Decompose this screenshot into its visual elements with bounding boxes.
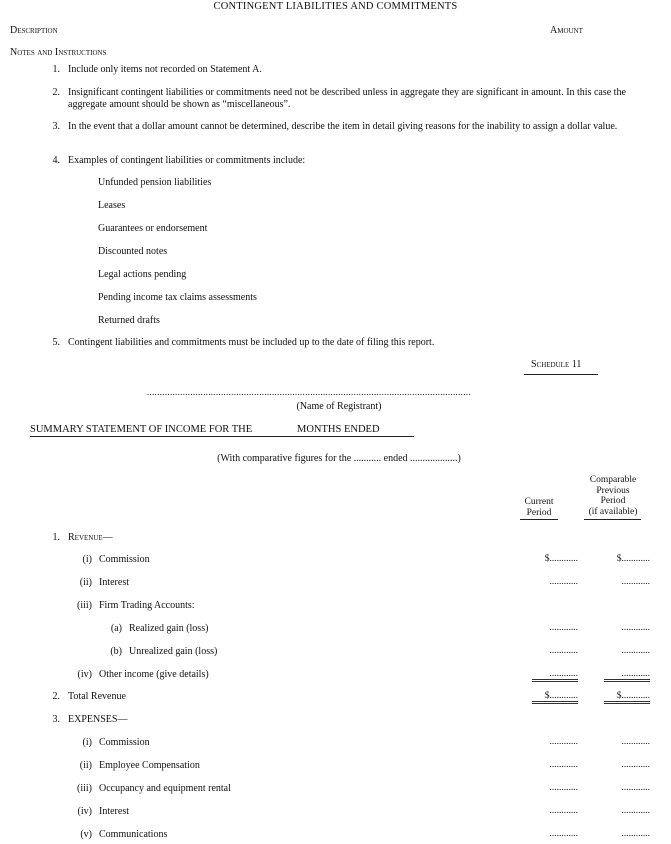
- note-text: Examples of contingent liabilities or commitments include:: [68, 155, 306, 166]
- row-roman-numeral: (iii): [77, 600, 92, 611]
- current-period-amount: $............: [532, 691, 578, 704]
- note-number: 4.: [52, 155, 60, 166]
- schedule-underline: [524, 374, 598, 375]
- column-header-current: Current Period: [524, 497, 554, 518]
- row-roman-numeral: (ii): [79, 760, 92, 771]
- row-label: Interest: [99, 577, 129, 588]
- previous-period-amount: $............: [616, 554, 650, 564]
- row-number: 2.: [52, 691, 60, 702]
- note-number: 2.: [52, 87, 60, 98]
- current-period-amount: ............: [549, 623, 578, 633]
- example-item: Pending income tax claims assessments: [98, 292, 257, 303]
- registrant-caption: (Name of Registrant): [296, 401, 382, 412]
- row-roman-numeral: (ii): [79, 577, 92, 588]
- schedule-label: Schedule 11: [531, 359, 582, 370]
- row-sub-letter: (a): [110, 623, 122, 634]
- row-label: Commission: [99, 554, 150, 565]
- current-period-amount: ............: [549, 806, 578, 816]
- row-roman-numeral: (iv): [77, 806, 92, 817]
- current-period-amount: ............: [532, 669, 578, 682]
- previous-period-amount: $............: [604, 691, 650, 704]
- row-label: Other income (give details): [99, 669, 209, 680]
- row-sub-letter: (b): [110, 646, 122, 657]
- previous-period-amount: ............: [621, 646, 650, 656]
- row-label: Employee Compensation: [99, 760, 200, 771]
- column-header-description: Description: [10, 25, 58, 36]
- row-label: Interest: [99, 806, 129, 817]
- row-roman-numeral: (iii): [77, 783, 92, 794]
- row-label: Firm Trading Accounts:: [99, 600, 195, 611]
- column-header-amount: Amount: [550, 25, 583, 36]
- example-item: Unfunded pension liabilities: [98, 177, 212, 188]
- current-period-amount: $............: [544, 554, 578, 564]
- current-period-amount: ............: [549, 577, 578, 587]
- note-number: 1.: [52, 64, 60, 75]
- note-text: Insignificant contingent liabilities or commitments need not be described unless in aggregate they are significant in amount. In this case the aggregate amount should be shown as “miscellaneous”.: [68, 87, 626, 110]
- example-item: Discounted notes: [98, 246, 168, 257]
- summary-title-end: MONTHS ENDED: [297, 424, 380, 435]
- note-text: Include only items not recorded on Statement A.: [68, 64, 262, 75]
- row-roman-numeral: (i): [82, 737, 92, 748]
- previous-period-amount: ............: [604, 669, 650, 682]
- current-period-amount: ............: [549, 646, 578, 656]
- summary-title: SUMMARY STATEMENT OF INCOME FOR THE: [30, 424, 253, 435]
- previous-period-amount: ............: [621, 737, 650, 747]
- previous-period-amount: ............: [621, 577, 650, 587]
- current-period-amount: ............: [549, 760, 578, 770]
- example-item: Leases: [98, 200, 126, 211]
- current-period-amount: ............: [549, 829, 578, 839]
- note-number: 5.: [52, 337, 60, 348]
- row-label: Revenue—: [68, 532, 113, 543]
- row-label: Realized gain (loss): [129, 623, 209, 634]
- previous-period-amount: ............: [621, 623, 650, 633]
- row-roman-numeral: (i): [82, 554, 92, 565]
- example-item: Returned drafts: [98, 315, 160, 326]
- previous-period-amount: ............: [621, 760, 650, 770]
- example-item: Legal actions pending: [98, 269, 187, 280]
- summary-title-underline: [30, 436, 414, 437]
- row-roman-numeral: (iv): [77, 669, 92, 680]
- row-number: 1.: [52, 532, 60, 543]
- row-label: Unrealized gain (loss): [129, 646, 218, 657]
- row-label: Total Revenue: [68, 691, 126, 702]
- previous-period-amount: ............: [621, 806, 650, 816]
- row-number: 3.: [52, 714, 60, 725]
- notes-heading: Notes and Instructions: [10, 47, 107, 58]
- note-number: 3.: [52, 121, 60, 132]
- row-label: Communications: [99, 829, 168, 840]
- previous-header-underline: [584, 519, 641, 520]
- comparative-note: (With comparative figures for the ........... ended ...................): [217, 453, 461, 464]
- note-text: Contingent liabilities and commitments must be included up to the date of filing this report.: [68, 337, 435, 348]
- row-label: Commission: [99, 737, 150, 748]
- current-period-amount: ............: [549, 783, 578, 793]
- current-period-amount: ............: [549, 737, 578, 747]
- row-roman-numeral: (v): [80, 829, 92, 840]
- previous-period-amount: ............: [621, 829, 650, 839]
- row-label: Occupancy and equipment rental: [99, 783, 231, 794]
- note-text: In the event that a dollar amount cannot be determined, describe the item in detail giving reasons for the inability to assign a dollar value.: [68, 121, 618, 132]
- previous-period-amount: ............: [621, 783, 650, 793]
- column-header-previous: Comparable Previous Period (if available): [588, 475, 638, 517]
- registrant-name-line: ...............................................................................................................................: [147, 387, 471, 397]
- row-label: EXPENSES—: [68, 714, 128, 725]
- example-item: Guarantees or endorsement: [98, 223, 208, 234]
- page-title: CONTINGENT LIABILITIES AND COMMITMENTS: [213, 1, 458, 12]
- current-header-underline: [520, 519, 558, 520]
